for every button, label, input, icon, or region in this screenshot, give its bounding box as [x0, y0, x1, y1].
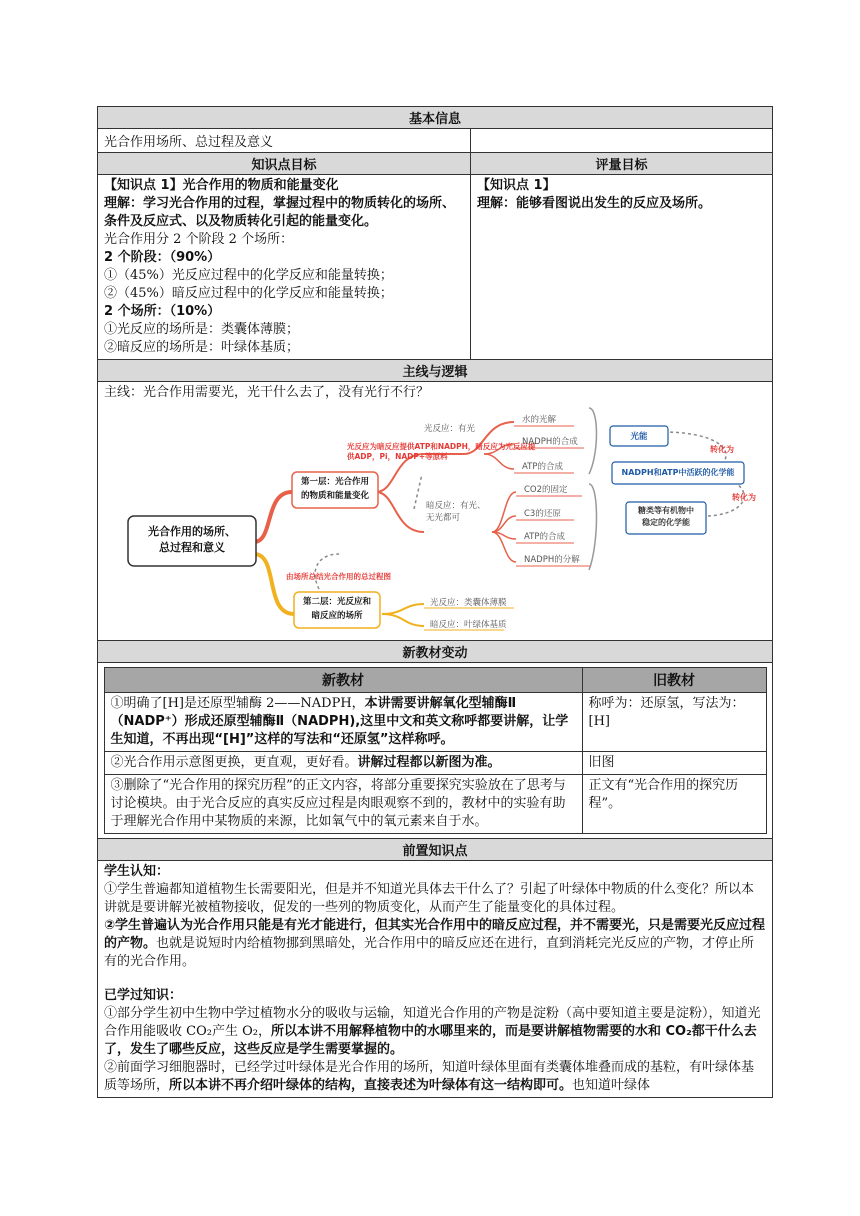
kp-line: 光合作用分 2 个阶段 2 个场所：: [104, 232, 294, 247]
energy-atp-label: NADPH和ATP中活跃的化学能: [621, 468, 735, 477]
change-header: 新教材变动: [98, 641, 773, 663]
dark-item: CO2的固定: [524, 485, 568, 495]
old-cell: 正文有“光合作用的探究历程”。: [582, 775, 766, 834]
table-row: [104, 693, 766, 752]
lesson-table: [97, 106, 773, 1098]
energy-organic-label: 糖类等有机物中 稳定的化学能: [638, 506, 694, 527]
kp-line: 2 个场所：（10%）: [104, 304, 221, 319]
dark-sub-connector: [492, 532, 516, 562]
prior-p4-tail: 也知道叶绿体: [572, 1078, 651, 1093]
layer1-label: 第一层：光合作用 的物质和能量变化: [300, 477, 369, 501]
site-connector: [382, 614, 424, 626]
branch-1-connector: [254, 492, 292, 542]
mindmap: [104, 404, 764, 640]
prior-cell: [98, 861, 773, 1098]
basic-info-header: 基本信息: [98, 107, 773, 129]
branch-2-connector: [254, 554, 294, 614]
logic-header: 主线与逻辑: [98, 360, 773, 382]
root-node-label: 光合作用的场所、 总过程和意义: [148, 525, 236, 554]
layer2-label: 第二层：光反应和 暗反应的场所: [302, 597, 371, 621]
kp-line: ②（45%）暗反应过程中的化学反应和能量转换；: [104, 286, 393, 301]
kp-line: 理解：学习光合作用的过程，掌握过程中的物质转化的场所、条件及反应式、以及物质转化引起的能量变化。: [104, 196, 456, 229]
energy-light-label: 光能: [630, 432, 648, 442]
assess-line: 【知识点 1】: [477, 178, 556, 193]
prior-p3-bold: 所以本讲不用解释植物中的水哪里来的，而是要讲解植物需要的水和 CO₂都干什么去了，发生了哪些反应，这些反应是学生需要掌握的。: [104, 1024, 757, 1057]
dark-item: ATP的合成: [524, 532, 565, 542]
light-item: ATP的合成: [522, 462, 563, 472]
new-bold: 讲解过程都以新图为准。: [357, 755, 501, 770]
new-bold: 本讲需要讲解氧化型辅酶Ⅱ（NADP⁺）形成还原型辅酶Ⅱ（NADPH),这里中文和英文称呼都要讲解，让学生知道，不再出现“[H]”这样的写法和“还原氢”这样称呼。: [110, 696, 569, 747]
new-plain: ①明确了[H]是还原型辅酶 2——NADPH，: [110, 696, 365, 711]
kp-line: ①光反应的场所是：类囊体薄膜；: [104, 322, 300, 337]
col-old-header: 旧教材: [582, 668, 766, 693]
prior-p2: [104, 917, 766, 971]
light-reaction-label: 光反应：有光: [424, 424, 476, 434]
mainline-text: 主线：光合作用需要光，光干什么去了，没有光行不行？: [104, 385, 430, 400]
knowledge-target-header: 知识点目标: [98, 153, 471, 175]
learned-title: 已学过知识：: [104, 988, 183, 1003]
prior-p4-bold: 所以本讲不再介绍叶绿体的结构，直接表述为叶绿体有这一结构即可。: [169, 1078, 573, 1093]
lesson-sheet: [97, 106, 772, 1098]
old-cell: 称呼为：还原氢，写法为：[H]: [582, 693, 766, 752]
prior-p2-plain: 也就是说短时内给植物挪到黑暗处，光合作用中的暗反应还在进行，直到消耗完光反应的产物，才停止所有的光合作用。: [104, 936, 755, 969]
light-item: 水的光解: [522, 415, 557, 425]
convert-label: 转化为: [732, 493, 756, 502]
knowledge-target-cell: [98, 175, 471, 360]
bracket-light: [589, 408, 597, 474]
assessment-target-header: 评量目标: [471, 153, 773, 175]
convert-label: 转化为: [710, 445, 734, 454]
dark-reaction-label: 暗反应：有光、 无光都可: [426, 501, 486, 523]
dark-item: NADPH的分解: [524, 555, 580, 565]
kp-line: ①（45%）光反应过程中的化学反应和能量转换；: [104, 268, 393, 283]
change-table: [104, 667, 767, 834]
kp-line: 2 个阶段：（90%）: [104, 250, 221, 265]
dark-branch-line: [376, 492, 424, 532]
dark-sub-connector: [492, 492, 516, 532]
assessment-target-cell: [471, 175, 773, 360]
bracket-dark: [589, 484, 597, 570]
dark-item: C3的还原: [524, 509, 561, 519]
change-cell: [98, 663, 773, 839]
assess-line: 理解：能够看图说出发生的反应及场所。: [477, 196, 712, 211]
site-light-label: 光反应：类囊体薄膜: [430, 598, 507, 608]
prior-p3: [104, 1005, 766, 1059]
logic-cell: [98, 382, 773, 641]
prior-p4-plain: ②前面学习细胞器时，已经学过叶绿体是光合作用的场所，知道叶绿体里面有类囊体堆叠而成的基粒，有叶绿体基质等场所，: [104, 1060, 755, 1093]
new-cell: [104, 752, 582, 775]
kp-line: ②暗反应的场所是：叶绿体基质；: [104, 340, 300, 355]
new-plain: ②光合作用示意图更换，更直观，更好看。: [110, 755, 358, 770]
red-note: 光反应为暗反应提供ATP和NADPH，暗反应为光反应提供ADP，Pi，NADP+等原料: [347, 442, 536, 461]
col-new-header: 新教材: [104, 668, 582, 693]
dotted-arrow: [414, 474, 422, 509]
spacer: [104, 971, 766, 987]
red-note-2: 由场所总结光合作用的总过程图: [286, 572, 391, 581]
site-connector: [382, 604, 424, 614]
new-plain: ③删除了“光合作用的探究历程”的正文内容，将部分重要探究实验放在了思考与讨论模块。由于光合反应的真实反应过程是肉眼观察不到的，教材中的实验有助于理解光合作用中某物质的来源，比如氧气中的氧元素来自于水。: [110, 778, 566, 829]
prior-p4: [104, 1059, 766, 1095]
prior-p3-plain: ①部分学生初中生物中学过植物水分的吸收与运输，知道光合作用的产物是淀粉（高中要知道主要是淀粉），知道光合作用能吸收 CO₂产生 O₂，: [104, 1006, 761, 1039]
table-row: [104, 752, 766, 775]
light-item: NADPH的合成: [522, 437, 578, 447]
kp-line: 【知识点 1】光合作用的物质和能量变化: [104, 178, 339, 193]
old-cell: 旧图: [582, 752, 766, 775]
student-title: 学生认知：: [104, 864, 170, 879]
site-dark-label: 暗反应：叶绿体基质: [430, 620, 507, 630]
new-cell: [104, 693, 582, 752]
prior-header: 前置知识点: [98, 839, 773, 861]
topic-empty-cell: [471, 129, 773, 153]
prior-p1: ①学生普遍都知道植物生长需要阳光，但是并不知道光具体去干什么了？引起了叶绿体中物质的什么变化？所以本讲就是要讲解光被植物接收，促发的一些列的物质变化，从而产生了能量变化的具体过程。: [104, 882, 755, 915]
table-row: [104, 775, 766, 834]
topic-cell: 光合作用场所、总过程及意义: [98, 129, 471, 153]
new-cell: [104, 775, 582, 834]
prior-p2-bold: ②学生普遍认为光合作用只能是有光才能进行，但其实光合作用中的暗反应过程，并不需要光，只是需要光反应过程的产物。: [104, 918, 766, 951]
